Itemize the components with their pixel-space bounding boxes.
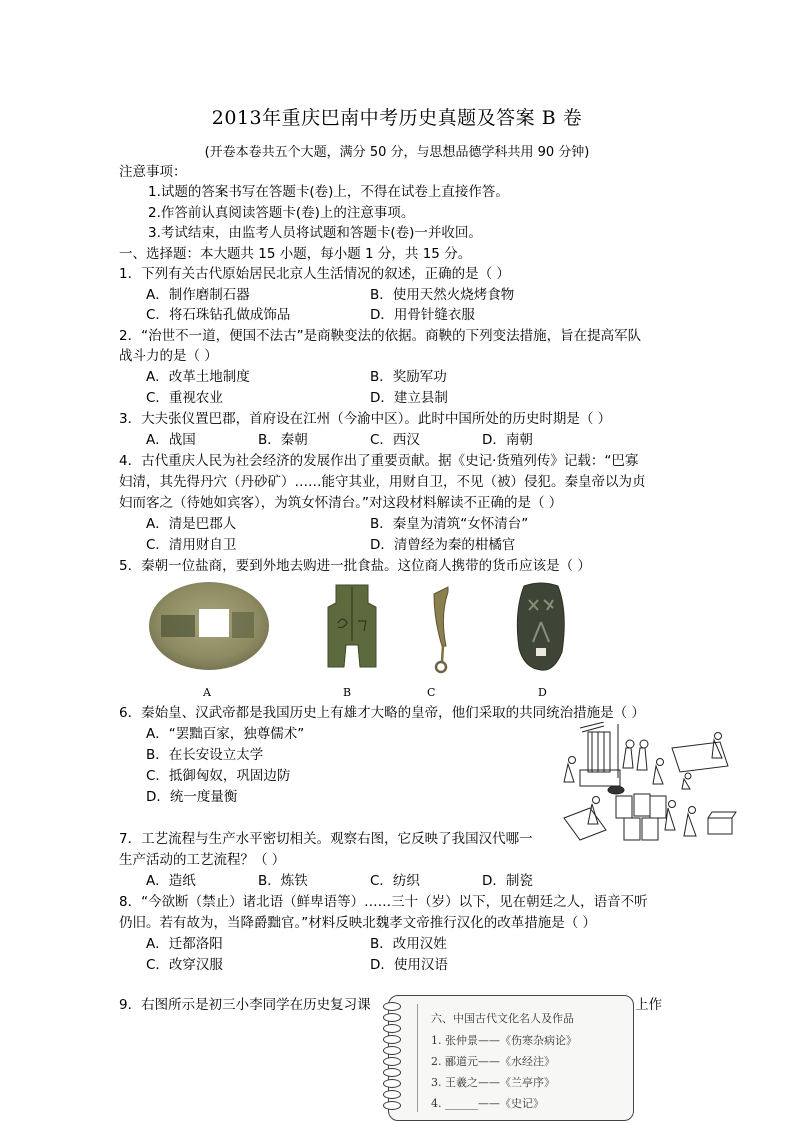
option-d: D．建立县制: [370, 390, 448, 406]
option-b: B．炼铁: [258, 873, 308, 889]
option-c: C．重视农业: [146, 390, 223, 406]
option-a: A．造纸: [146, 873, 196, 889]
note-item: 2.作答前认真阅读答题卡(卷)上的注意事项。: [148, 205, 415, 221]
option-c: C．西汉: [370, 432, 420, 448]
question-stem: 战斗力的是（ ）: [119, 348, 218, 364]
spiral-ring: [383, 1057, 401, 1066]
option-d: D．用骨针缝衣服: [370, 307, 475, 323]
notes-heading: 注意事项：: [119, 164, 187, 180]
question-stem: 8．“今欲断（禁止）诸北语（鲜卑语等）……三十（岁）以下，见在朝廷之人，语音不听: [119, 894, 648, 910]
notebook-margin-line: [417, 1004, 418, 1112]
question-stem: 7．工艺流程与生产水平密切相关。观察右图，它反映了我国汉代哪一: [119, 831, 533, 847]
option-d: D．南朝: [482, 432, 533, 448]
option-a: A．制作磨制石器: [146, 287, 250, 303]
coin-label-d: D: [538, 686, 547, 699]
option-c: C．将石珠钻孔做成饰品: [146, 307, 291, 323]
spiral-ring: [383, 1035, 401, 1044]
spiral-ring: [383, 1068, 401, 1077]
ant-nose-coin-figure: [514, 582, 568, 672]
question-stem: 3．大夫张仪置巴郡，首府设在江州（今渝中区）。此时中国所处的历史时期是（ ）: [119, 411, 612, 427]
document-title: 2013年重庆巴南中考历史真题及答案 B 卷: [211, 107, 583, 129]
option-b: B．奖励军功: [370, 369, 447, 385]
notebook-line: 4. ______——《史记》: [431, 1097, 544, 1110]
notebook-figure: [388, 995, 634, 1121]
spiral-ring: [383, 1101, 401, 1110]
notebook-heading: 六、中国古代文化名人及作品: [431, 1012, 574, 1025]
option-d: D．制瓷: [482, 873, 533, 889]
notebook-line: 1. 张仲景——《伤寒杂病论》: [431, 1034, 577, 1047]
document-subtitle: (开卷本卷共五个大题，满分 50 分，与思想品德学科共用 90 分钟): [204, 145, 590, 160]
option-b: B．在长安设立太学: [146, 747, 264, 763]
option-a: A．改革土地制度: [146, 369, 250, 385]
option-c: C．纺织: [370, 873, 420, 889]
question-stem-continued: 上作: [635, 997, 662, 1013]
option-a: A．迁都洛阳: [146, 936, 223, 952]
notebook-line: 2. 郦道元——《水经注》: [431, 1055, 555, 1068]
spiral-ring: [383, 1013, 401, 1022]
spiral-ring: [383, 1002, 401, 1011]
coin-label-b: B: [343, 686, 352, 699]
option-d: D．使用汉语: [370, 957, 448, 973]
coin-label-a: A: [203, 686, 211, 699]
question-stem: 妇清，其先得丹穴（丹砂矿）……能守其业，用财自卫，不见（被）侵犯。秦皇帝以为贞: [119, 474, 646, 490]
coin-label-c: C: [427, 686, 436, 699]
option-a: A．清是巴郡人: [146, 516, 237, 532]
notebook-line: 3. 王羲之——《兰亭序》: [431, 1076, 555, 1089]
note-item: 1.试题的答案书写在答题卡(卷)上，不得在试卷上直接作答。: [148, 184, 509, 200]
question-stem: 仍旧。若有故为，当降爵黜官。”材料反映北魏孝文帝推行汉化的改革措施是（ ）: [119, 915, 597, 931]
option-d: D．统一度量衡: [146, 789, 238, 805]
option-a: A．战国: [146, 432, 196, 448]
question-stem: 4．古代重庆人民为社会经济的发展作出了重要贡献。据《史记·货殖列传》记载：“巴寡: [119, 453, 639, 469]
option-b: B．改用汉姓: [370, 936, 447, 952]
spiral-ring: [383, 1046, 401, 1055]
question-stem: 6．秦始皇、汉武帝都是我国历史上有雄才大略的皇帝，他们采取的共同统治措施是（ ）: [119, 705, 645, 721]
option-a: A．“罢黜百家，独尊儒术”: [146, 726, 305, 742]
section-heading: 一、选择题：本大题共 15 小题，每小题 1 分，共 15 分。: [119, 246, 472, 262]
question-stem: 生产活动的工艺流程？（ ）: [119, 852, 286, 868]
spiral-ring: [383, 1079, 401, 1088]
question-stem: 5．秦朝一位盐商，要到外地去购进一批食盐。这位商人携带的货币应该是（ ）: [119, 558, 591, 574]
knife-coin-figure: [428, 586, 452, 674]
papermaking-illustration: [560, 722, 738, 844]
round-coin-figure: [147, 580, 272, 672]
spiral-ring: [383, 1090, 401, 1099]
question-stem: 9．右图所示是初三小李同学在历史复习课: [119, 997, 371, 1013]
option-c: C．抵御匈奴，巩固边防: [146, 768, 291, 784]
option-b: B．秦皇为清筑“女怀清台”: [370, 516, 529, 532]
question-stem: 1．下列有关古代原始居民北京人生活情况的叙述，正确的是（ ）: [119, 266, 510, 282]
note-item: 3.考试结束，由监考人员将试题和答题卡(卷)一并收回。: [148, 225, 482, 241]
question-stem: 2．“治世不一道，便国不法古”是商鞅变法的依据。商鞅的下列变法措施，旨在提高军队: [119, 328, 642, 344]
option-d: D．清曾经为秦的柑橘官: [370, 537, 516, 553]
option-c: C．清用财自卫: [146, 537, 237, 553]
option-c: C．改穿汉服: [146, 957, 223, 973]
option-b: B．使用天然火烧烤食物: [370, 287, 515, 303]
question-stem: 妇而客之（待她如宾客），为筑女怀清台。”对这段材料解读不正确的是（ ）: [119, 495, 563, 511]
option-b: B．秦朝: [258, 432, 308, 448]
spade-coin-figure: [326, 583, 378, 671]
spiral-ring: [383, 1024, 401, 1033]
